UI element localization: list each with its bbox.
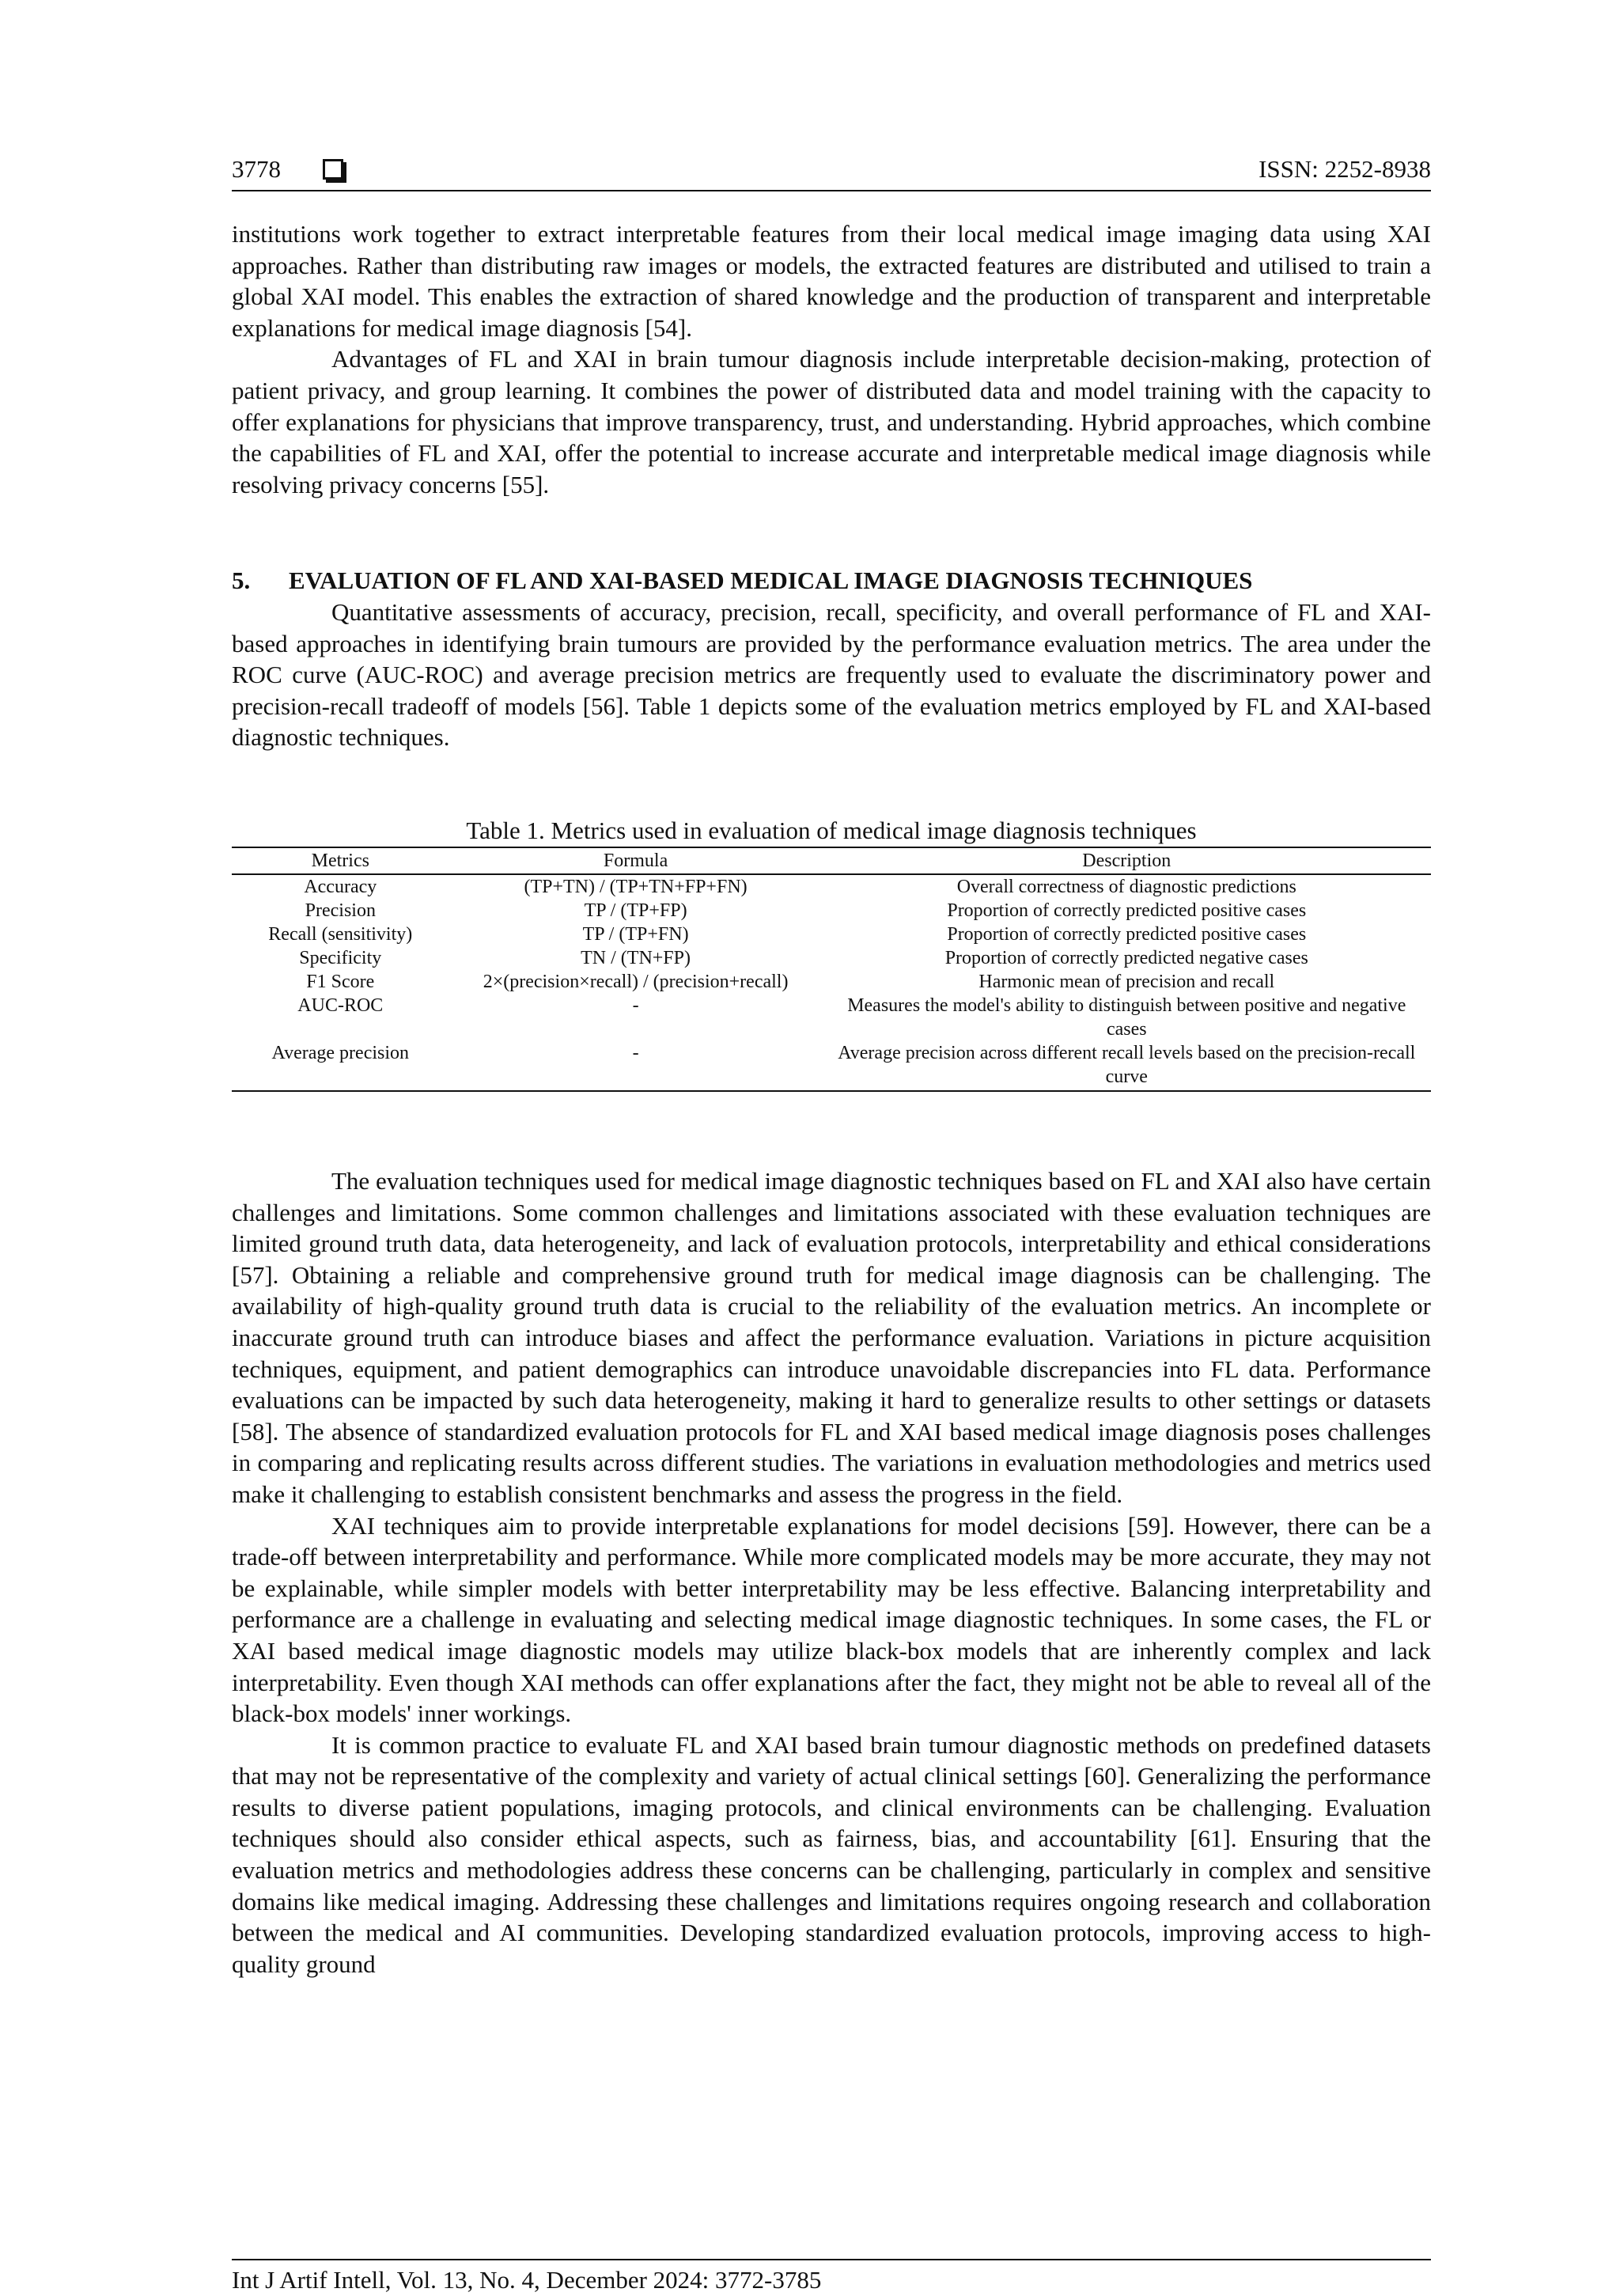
checkbox-square-icon	[323, 159, 343, 180]
intro-paragraph-1: institutions work together to extract interpretable features from their local medical image imaging data using XAI approaches. Rather than distributing raw images or models, the extracted features are distributed and utilised to train a global XAI model. This enables the extraction of shared knowledge and the production of transparent and interpretable explanations for medical image diagnosis [54].	[232, 220, 1431, 342]
page-number: 3778	[232, 155, 281, 183]
table-row	[232, 994, 1431, 1041]
cell-metric: Average precision	[232, 1041, 449, 1091]
cell-metric: F1 Score	[306, 972, 375, 992]
cell-description: Proportion of correctly predicted positive cases	[947, 924, 1307, 945]
cell-metric: Recall (sensitivity)	[268, 924, 413, 945]
page-header	[232, 150, 1431, 188]
cell-description: Overall correctness of diagnostic predictions	[956, 877, 1296, 897]
discussion-text	[232, 1165, 1431, 1980]
section-heading	[232, 565, 1431, 597]
cell-description: Measures the model's ability to distinguish between positive and negative cases	[847, 995, 1406, 1040]
discussion-paragraph-1: The evaluation techniques used for medical image diagnostic techniques based on FL and XAI also have certain challenges and limitations. Some common challenges and limitations associated with these evaluation techniques are limited ground truth data, data heterogeneity, and lack of evaluation protocols, interpretability and ethical considerations [57]. Obtaining a reliable and comprehensive ground truth for medical image diagnosis can be challenging. The availability of high-quality ground truth data is crucial to the reliability of the evaluation metrics. An incomplete or inaccurate ground truth can introduce biases and affect the performance evaluation. Variations in picture acquisition techniques, equipment, and patient demographics can introduce unavoidable discrepancies into FL data. Performance evaluations can be impacted by such data heterogeneity, making it hard to generalize results to other settings or datasets [58]. The absence of standardized evaluation protocols for FL and XAI based medical image diagnosis poses challenges in comparing and replicating results across different studies. The variations in evaluation methodologies and metrics used make it challenging to establish consistent benchmarks and assess the progress in the field.	[232, 1167, 1431, 1508]
discussion-paragraph-2: XAI techniques aim to provide interpretable explanations for model decisions [59]. However, there can be a trade-off between interpretability and performance. While more complicated models may be more accurate, they may not be explainable, while simpler models with better interpretability may be less effective. Balancing interpretability and performance are a challenge in evaluating and selecting medical image diagnostic techniques. In some cases, the FL or XAI based medical image diagnostic models may utilize black-box models that are inherently complex and lack interpretability. Even though XAI methods can offer explanations after the fact, they might not be able to reveal all of the black-box models' inner workings.	[232, 1511, 1431, 1728]
cell-description: Average precision across different recall levels based on the precision-recall curve	[823, 1041, 1431, 1091]
section-number: 5.	[232, 566, 251, 594]
cell-description: Proportion of correctly predicted negative cases	[944, 948, 1308, 968]
header-rule	[232, 190, 1431, 191]
cell-formula: TP / (TP+FN)	[582, 924, 689, 945]
footer-citation: Int J Artif Intell, Vol. 13, No. 4, December 2024: 3772-3785	[232, 2266, 822, 2294]
table-header-row	[232, 847, 1431, 874]
table-row	[232, 1041, 1431, 1091]
cell-description: Proportion of correctly predicted positive cases	[947, 900, 1307, 921]
cell-formula: TN / (TN+FP)	[581, 948, 691, 968]
table-caption: Table 1. Metrics used in evaluation of medical image diagnosis techniques	[466, 816, 1197, 844]
header-formula: Formula	[449, 847, 823, 874]
header-description: Description	[823, 847, 1431, 874]
intro-paragraph-2: Advantages of FL and XAI in brain tumour diagnosis include interpretable decision-making, protection of patient privacy, and group learning. It combines the power of distributed data and model training with the capacity to offer explanations for physicians that improve transparency, trust, and understanding. Hybrid approaches, which combine the capabilities of FL and XAI, offer the potential to increase accurate and interpretable medical image diagnosis while resolving privacy concerns [55].	[232, 345, 1431, 498]
cell-metric: Specificity	[299, 948, 382, 968]
cell-metric: AUC-ROC	[297, 995, 384, 1016]
footer-rule	[232, 2259, 1431, 2260]
cell-formula: (TP+TN) / (TP+TN+FP+FN)	[524, 877, 748, 897]
table-row	[232, 874, 1431, 899]
section-text	[232, 597, 1431, 753]
table-row	[232, 946, 1431, 970]
intro-text	[232, 218, 1431, 500]
journal-page	[232, 150, 1431, 2294]
header-metrics: Metrics	[232, 847, 449, 874]
metrics-table	[232, 847, 1431, 1092]
section-title: EVALUATION OF FL AND XAI-BASED MEDICAL IMAGE DIAGNOSIS TECHNIQUES	[289, 566, 1253, 594]
table-row	[232, 923, 1431, 946]
issn-label: ISSN: 2252-8938	[1259, 155, 1431, 183]
section-paragraph: Quantitative assessments of accuracy, precision, recall, specificity, and overall performance of FL and XAI-based approaches in identifying brain tumours are provided by the performance evaluation metrics. The area under the ROC curve (AUC-ROC) and average precision metrics are frequently used to evaluate the discriminatory power and precision-recall tradeoff of models [56]. Table 1 depicts some of the evaluation metrics employed by FL and XAI-based diagnostic techniques.	[232, 598, 1431, 752]
cell-formula: 2×(precision×recall) / (precision+recall)	[483, 972, 789, 992]
cell-description: Harmonic mean of precision and recall	[978, 972, 1275, 992]
cell-metric: Precision	[305, 900, 376, 921]
cell-formula: -	[449, 1041, 823, 1091]
discussion-paragraph-3: It is common practice to evaluate FL and XAI based brain tumour diagnostic methods on predefined datasets that may not be representative of the complexity and variety of actual clinical settings [60]. Generalizing the performance results to diverse patient populations, imaging protocols, and clinical environments can be challenging. Evaluation techniques should also consider ethical aspects, such as fairness, bias, and accountability [61]. Ensuring that the evaluation metrics and methodologies address these concerns can be challenging, particularly in complex and sensitive domains like medical imaging. Addressing these challenges and limitations requires ongoing research and collaboration between the medical and AI communities. Developing standardized evaluation protocols, improving access to high-quality ground	[232, 1730, 1431, 1978]
table-row	[232, 899, 1431, 923]
table-row	[232, 970, 1431, 994]
cell-formula: -	[632, 995, 639, 1016]
cell-formula: TP / (TP+FP)	[584, 900, 687, 921]
cell-metric: Accuracy	[304, 877, 377, 897]
